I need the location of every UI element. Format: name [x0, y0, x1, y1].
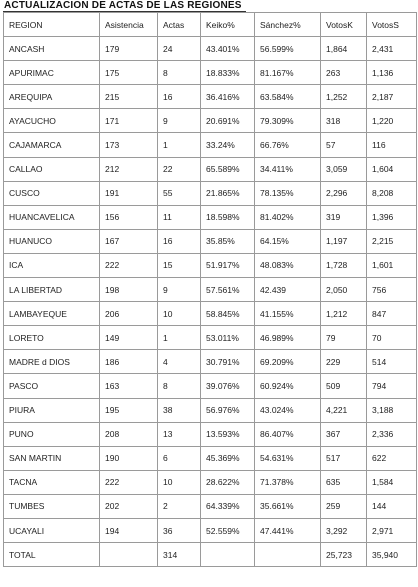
cell-votosk: 1,864	[321, 37, 367, 61]
cell-sanchez: 79.309%	[255, 109, 321, 133]
total-keiko	[201, 543, 255, 567]
cell-asistencia: 222	[100, 470, 158, 494]
cell-asistencia: 167	[100, 229, 158, 253]
total-row	[4, 543, 417, 567]
cell-keiko: 52.559%	[201, 518, 255, 542]
table-row	[4, 205, 417, 229]
cell-region: TUMBES	[4, 494, 100, 518]
cell-votoss: 1,584	[367, 470, 417, 494]
table-row	[4, 518, 417, 542]
cell-region: TACNA	[4, 470, 100, 494]
cell-asistencia: 208	[100, 422, 158, 446]
cell-sanchez: 63.584%	[255, 85, 321, 109]
cell-actas: 1	[158, 133, 201, 157]
cell-region: ICA	[4, 253, 100, 277]
cell-region: PIURA	[4, 398, 100, 422]
cell-region: HUANCAVELICA	[4, 205, 100, 229]
cell-asistencia: 206	[100, 302, 158, 326]
cell-actas: 10	[158, 302, 201, 326]
cell-votosk: 2,296	[321, 181, 367, 205]
cell-votoss: 1,601	[367, 253, 417, 277]
total-votosk: 25,723	[321, 543, 367, 567]
cell-actas: 36	[158, 518, 201, 542]
cell-sanchez: 41.155%	[255, 302, 321, 326]
table-body	[4, 37, 417, 543]
table-row	[4, 61, 417, 85]
cell-votoss: 1,136	[367, 61, 417, 85]
cell-asistencia: 191	[100, 181, 158, 205]
cell-votoss: 514	[367, 350, 417, 374]
cell-region: LORETO	[4, 326, 100, 350]
cell-region: SAN MARTIN	[4, 446, 100, 470]
cell-asistencia: 156	[100, 205, 158, 229]
cell-votosk: 79	[321, 326, 367, 350]
cell-actas: 38	[158, 398, 201, 422]
cell-votoss: 794	[367, 374, 417, 398]
cell-votoss: 2,215	[367, 229, 417, 253]
column-header-actas: Actas	[158, 13, 201, 37]
cell-asistencia: 212	[100, 157, 158, 181]
cell-region: CALLAO	[4, 157, 100, 181]
cell-votosk: 4,221	[321, 398, 367, 422]
cell-votosk: 229	[321, 350, 367, 374]
cell-asistencia: 175	[100, 61, 158, 85]
cell-votoss: 1,220	[367, 109, 417, 133]
column-header-asistencia: Asistencia	[100, 13, 158, 37]
cell-actas: 55	[158, 181, 201, 205]
cell-sanchez: 48.083%	[255, 253, 321, 277]
cell-keiko: 21.865%	[201, 181, 255, 205]
column-header-votoss: VotosS	[367, 13, 417, 37]
cell-actas: 1	[158, 326, 201, 350]
table-row	[4, 229, 417, 253]
cell-votoss: 8,208	[367, 181, 417, 205]
cell-sanchez: 86.407%	[255, 422, 321, 446]
cell-actas: 22	[158, 157, 201, 181]
cell-actas: 9	[158, 109, 201, 133]
cell-keiko: 45.369%	[201, 446, 255, 470]
regions-table	[3, 12, 417, 567]
table-row	[4, 302, 417, 326]
cell-keiko: 56.976%	[201, 398, 255, 422]
cell-asistencia: 198	[100, 278, 158, 302]
cell-votosk: 1,197	[321, 229, 367, 253]
cell-votoss: 1,604	[367, 157, 417, 181]
cell-votoss: 3,188	[367, 398, 417, 422]
cell-keiko: 13.593%	[201, 422, 255, 446]
table-row	[4, 157, 417, 181]
cell-keiko: 18.598%	[201, 205, 255, 229]
cell-actas: 16	[158, 229, 201, 253]
cell-sanchez: 46.989%	[255, 326, 321, 350]
cell-sanchez: 56.599%	[255, 37, 321, 61]
cell-keiko: 58.845%	[201, 302, 255, 326]
total-votoss: 35,940	[367, 543, 417, 567]
cell-sanchez: 71.378%	[255, 470, 321, 494]
cell-sanchez: 54.631%	[255, 446, 321, 470]
table-row	[4, 494, 417, 518]
cell-region: UCAYALI	[4, 518, 100, 542]
cell-keiko: 30.791%	[201, 350, 255, 374]
cell-actas: 9	[158, 278, 201, 302]
cell-region: AREQUIPA	[4, 85, 100, 109]
page-title: ACTUALIZACION DE ACTAS DE LAS REGIONES	[4, 0, 242, 11]
column-header-votosk: VotosK	[321, 13, 367, 37]
cell-votosk: 57	[321, 133, 367, 157]
total-sanchez	[255, 543, 321, 567]
cell-region: PUNO	[4, 422, 100, 446]
cell-votoss: 847	[367, 302, 417, 326]
cell-actas: 24	[158, 37, 201, 61]
total-label: TOTAL	[4, 543, 100, 567]
cell-asistencia: 186	[100, 350, 158, 374]
cell-votoss: 70	[367, 326, 417, 350]
cell-votosk: 3,292	[321, 518, 367, 542]
cell-asistencia: 173	[100, 133, 158, 157]
cell-keiko: 64.339%	[201, 494, 255, 518]
table-row	[4, 278, 417, 302]
cell-asistencia: 222	[100, 253, 158, 277]
cell-sanchez: 66.76%	[255, 133, 321, 157]
cell-actas: 11	[158, 205, 201, 229]
cell-keiko: 53.011%	[201, 326, 255, 350]
cell-sanchez: 69.209%	[255, 350, 321, 374]
cell-keiko: 28.622%	[201, 470, 255, 494]
cell-asistencia: 202	[100, 494, 158, 518]
cell-sanchez: 42.439	[255, 278, 321, 302]
table-row	[4, 85, 417, 109]
cell-asistencia: 195	[100, 398, 158, 422]
cell-keiko: 39.076%	[201, 374, 255, 398]
cell-asistencia: 163	[100, 374, 158, 398]
cell-sanchez: 34.411%	[255, 157, 321, 181]
cell-region: LA LIBERTAD	[4, 278, 100, 302]
total-actas: 314	[158, 543, 201, 567]
cell-votosk: 1,212	[321, 302, 367, 326]
cell-keiko: 36.416%	[201, 85, 255, 109]
cell-votosk: 319	[321, 205, 367, 229]
table-header-row	[4, 13, 417, 37]
cell-asistencia: 171	[100, 109, 158, 133]
cell-votoss: 144	[367, 494, 417, 518]
cell-actas: 16	[158, 85, 201, 109]
cell-votosk: 517	[321, 446, 367, 470]
cell-region: PASCO	[4, 374, 100, 398]
cell-votoss: 2,431	[367, 37, 417, 61]
cell-actas: 8	[158, 374, 201, 398]
table-row	[4, 326, 417, 350]
cell-sanchez: 60.924%	[255, 374, 321, 398]
table-row	[4, 422, 417, 446]
cell-asistencia: 194	[100, 518, 158, 542]
cell-region: LAMBAYEQUE	[4, 302, 100, 326]
cell-votosk: 263	[321, 61, 367, 85]
cell-votosk: 635	[321, 470, 367, 494]
cell-votoss: 756	[367, 278, 417, 302]
cell-votosk: 3,059	[321, 157, 367, 181]
cell-votoss: 2,971	[367, 518, 417, 542]
cell-keiko: 57.561%	[201, 278, 255, 302]
table-row	[4, 181, 417, 205]
column-header-keiko: Keiko%	[201, 13, 255, 37]
cell-votoss: 622	[367, 446, 417, 470]
table-row	[4, 470, 417, 494]
cell-actas: 2	[158, 494, 201, 518]
cell-asistencia: 179	[100, 37, 158, 61]
cell-votosk: 367	[321, 422, 367, 446]
table-row	[4, 133, 417, 157]
cell-keiko: 18.833%	[201, 61, 255, 85]
cell-asistencia: 190	[100, 446, 158, 470]
cell-sanchez: 78.135%	[255, 181, 321, 205]
cell-sanchez: 43.024%	[255, 398, 321, 422]
cell-asistencia: 149	[100, 326, 158, 350]
cell-actas: 6	[158, 446, 201, 470]
cell-keiko: 35.85%	[201, 229, 255, 253]
cell-votosk: 509	[321, 374, 367, 398]
cell-region: HUANUCO	[4, 229, 100, 253]
cell-region: CAJAMARCA	[4, 133, 100, 157]
cell-region: ANCASH	[4, 37, 100, 61]
cell-keiko: 43.401%	[201, 37, 255, 61]
cell-sanchez: 47.441%	[255, 518, 321, 542]
table-row	[4, 398, 417, 422]
table-row	[4, 253, 417, 277]
table-row	[4, 446, 417, 470]
cell-sanchez: 81.167%	[255, 61, 321, 85]
cell-actas: 13	[158, 422, 201, 446]
cell-sanchez: 35.661%	[255, 494, 321, 518]
cell-actas: 10	[158, 470, 201, 494]
cell-asistencia: 215	[100, 85, 158, 109]
cell-votosk: 1,252	[321, 85, 367, 109]
cell-region: CUSCO	[4, 181, 100, 205]
cell-votosk: 259	[321, 494, 367, 518]
cell-actas: 8	[158, 61, 201, 85]
cell-actas: 4	[158, 350, 201, 374]
cell-keiko: 51.917%	[201, 253, 255, 277]
cell-votoss: 2,187	[367, 85, 417, 109]
table-row	[4, 109, 417, 133]
cell-keiko: 33.24%	[201, 133, 255, 157]
cell-keiko: 20.691%	[201, 109, 255, 133]
cell-region: AYACUCHO	[4, 109, 100, 133]
cell-sanchez: 81.402%	[255, 205, 321, 229]
cell-actas: 15	[158, 253, 201, 277]
column-header-region: REGION	[4, 13, 100, 37]
cell-votosk: 318	[321, 109, 367, 133]
table-row	[4, 37, 417, 61]
table-row	[4, 350, 417, 374]
table-row	[4, 374, 417, 398]
cell-votoss: 1,396	[367, 205, 417, 229]
cell-votoss: 2,336	[367, 422, 417, 446]
cell-votosk: 2,050	[321, 278, 367, 302]
cell-region: APURIMAC	[4, 61, 100, 85]
cell-keiko: 65.589%	[201, 157, 255, 181]
total-asistencia	[100, 543, 158, 567]
column-header-sanchez: Sánchez%	[255, 13, 321, 37]
cell-votosk: 1,728	[321, 253, 367, 277]
cell-sanchez: 64.15%	[255, 229, 321, 253]
cell-votoss: 116	[367, 133, 417, 157]
cell-region: MADRE d DIOS	[4, 350, 100, 374]
